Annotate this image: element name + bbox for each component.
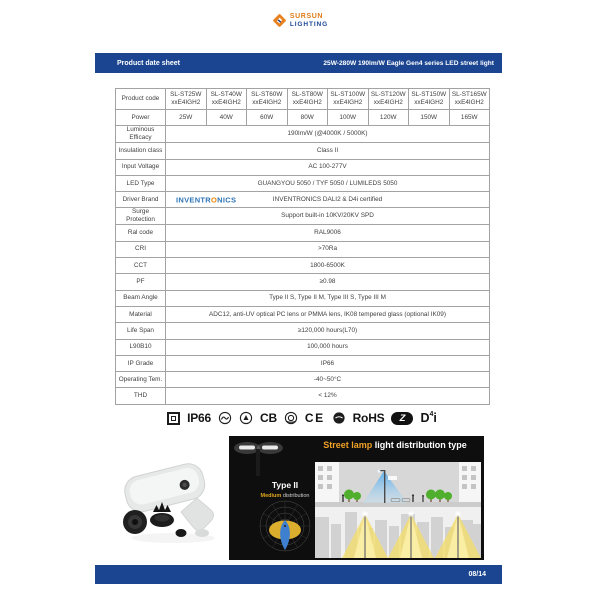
spec-value: GUANGYOU 5050 / TYF 5050 / LUMILEDS 5050 — [166, 175, 490, 191]
table-row — [116, 355, 490, 371]
zhaga-logo: Z — [391, 412, 413, 425]
enec-mark-icon — [218, 411, 232, 425]
table-row — [116, 126, 490, 143]
table-row — [116, 323, 490, 339]
power-value: 100W — [328, 110, 369, 126]
table-row — [116, 339, 490, 355]
light-distribution-panel — [229, 436, 484, 560]
spec-label: Product code — [116, 89, 166, 110]
ip66-label: IP66 — [187, 411, 211, 425]
spec-value: 190lm/W (@4000K / 5000K) — [166, 126, 490, 143]
polar-distribution-chart — [245, 500, 325, 558]
brand-logo-icon — [272, 13, 287, 28]
footer-bar — [95, 565, 502, 584]
spec-label: L90B10 — [116, 339, 166, 355]
product-photo — [115, 436, 229, 560]
spec-value: Class II — [166, 143, 490, 159]
distribution-label: Medium distribution — [260, 493, 310, 499]
saa-mark-icon — [284, 411, 298, 425]
table-row-driver-brand — [116, 192, 490, 208]
spec-table — [115, 88, 490, 405]
spec-label: Power — [116, 110, 166, 126]
spec-label: PF — [116, 274, 166, 290]
spec-label: Insulation class — [116, 143, 166, 159]
spec-value: ≥120,000 hours(L70) — [166, 323, 490, 339]
table-row — [116, 225, 490, 241]
ce-mark: CE — [304, 411, 325, 425]
page-number: 08/14 — [468, 571, 486, 578]
spec-label: LED Type — [116, 175, 166, 191]
spec-value: Type II S, Type II M, Type III S, Type III M — [166, 290, 490, 306]
spec-label: Driver Brand — [116, 192, 166, 208]
table-row — [116, 208, 490, 225]
spec-value: INVENTRONICS DALI2 & D4i certified — [272, 195, 383, 203]
table-row — [116, 290, 490, 306]
table-row — [116, 258, 490, 274]
beam-type-label: Type II — [271, 480, 299, 490]
double-insulation-icon — [167, 412, 180, 425]
product-code: SL-ST25W xxE4IGH2 — [166, 89, 207, 110]
product-code: SL-ST120W xxE4IGH2 — [368, 89, 409, 110]
spec-value: < 12% — [166, 388, 490, 404]
spec-value: 1800-6500K — [166, 258, 490, 274]
spec-label: Input Voltage — [116, 159, 166, 175]
spec-label: Beam Angle — [116, 290, 166, 306]
street-scene-illustration — [315, 462, 481, 558]
power-value: 25W — [166, 110, 207, 126]
power-row — [116, 110, 490, 126]
product-code: SL-ST80W xxE4IGH2 — [287, 89, 328, 110]
product-code: SL-ST165W xxE4IGH2 — [449, 89, 490, 110]
product-code: SL-ST60W xxE4IGH2 — [247, 89, 288, 110]
rcm-mark-icon — [239, 411, 253, 425]
bottom-section — [115, 436, 484, 560]
brand-tagline: LIGHTING — [289, 20, 329, 28]
street-light-fixture-image — [115, 436, 229, 560]
header-title: Product date sheet — [117, 59, 181, 67]
rohs-label: RoHS — [352, 411, 385, 425]
panel-title: Street lamp light distribution type — [323, 440, 467, 450]
spec-value: -40~50°C — [166, 372, 490, 388]
product-code-row — [116, 89, 490, 110]
product-code: SL-ST40W xxE4IGH2 — [206, 89, 247, 110]
spec-value: ADC12, anti-UV optical PC lens or PMMA lens, IK08 tempered glass (optional IK09) — [166, 306, 490, 322]
spec-value: ≥0.98 — [166, 274, 490, 290]
table-row — [116, 274, 490, 290]
spec-label: Operating Tem. — [116, 372, 166, 388]
spec-value: Support built-in 10KV/20KV SPD — [166, 208, 490, 225]
table-row — [116, 388, 490, 404]
power-value: 40W — [206, 110, 247, 126]
header-product-series: 25W-280W 190lm/W Eagle Gen4 series LED street light — [323, 59, 494, 67]
spec-label: Ral code — [116, 225, 166, 241]
brand-name: SURSUN — [289, 13, 324, 21]
spec-label: CCT — [116, 258, 166, 274]
street-lamp-photo — [229, 436, 313, 476]
table-row — [116, 372, 490, 388]
spec-label: Material — [116, 306, 166, 322]
etl-mark-icon — [332, 411, 346, 425]
table-row — [116, 143, 490, 159]
spec-label: CRI — [116, 241, 166, 257]
table-row — [116, 159, 490, 175]
inventronics-logo: INVENTRONICS — [176, 195, 237, 205]
spec-label: Life Span — [116, 323, 166, 339]
table-row — [116, 306, 490, 322]
power-value: 60W — [247, 110, 288, 126]
spec-value: 100,000 hours — [166, 339, 490, 355]
certifications-row — [115, 404, 489, 432]
brand-logo — [0, 13, 600, 28]
spec-value: IP66 — [166, 355, 490, 371]
d4i-logo: D 4 i — [420, 411, 437, 425]
power-value: 120W — [368, 110, 409, 126]
power-value: 165W — [449, 110, 490, 126]
table-row — [116, 175, 490, 191]
power-value: 150W — [409, 110, 450, 126]
product-code: SL-ST150W xxE4IGH2 — [409, 89, 450, 110]
power-value: 80W — [287, 110, 328, 126]
table-row — [116, 241, 490, 257]
spec-label: Luminous Efficacy — [116, 126, 166, 143]
spec-value: >70Ra — [166, 241, 490, 257]
spec-label: Surge Protection — [116, 208, 166, 225]
header-bar — [95, 53, 502, 73]
spec-label: IP Grade — [116, 355, 166, 371]
spec-value: AC 100-277V — [166, 159, 490, 175]
spec-value: RAL9006 — [166, 225, 490, 241]
product-code: SL-ST100W xxE4IGH2 — [328, 89, 369, 110]
spec-label: THD — [116, 388, 166, 404]
cb-label: CB — [259, 411, 277, 425]
